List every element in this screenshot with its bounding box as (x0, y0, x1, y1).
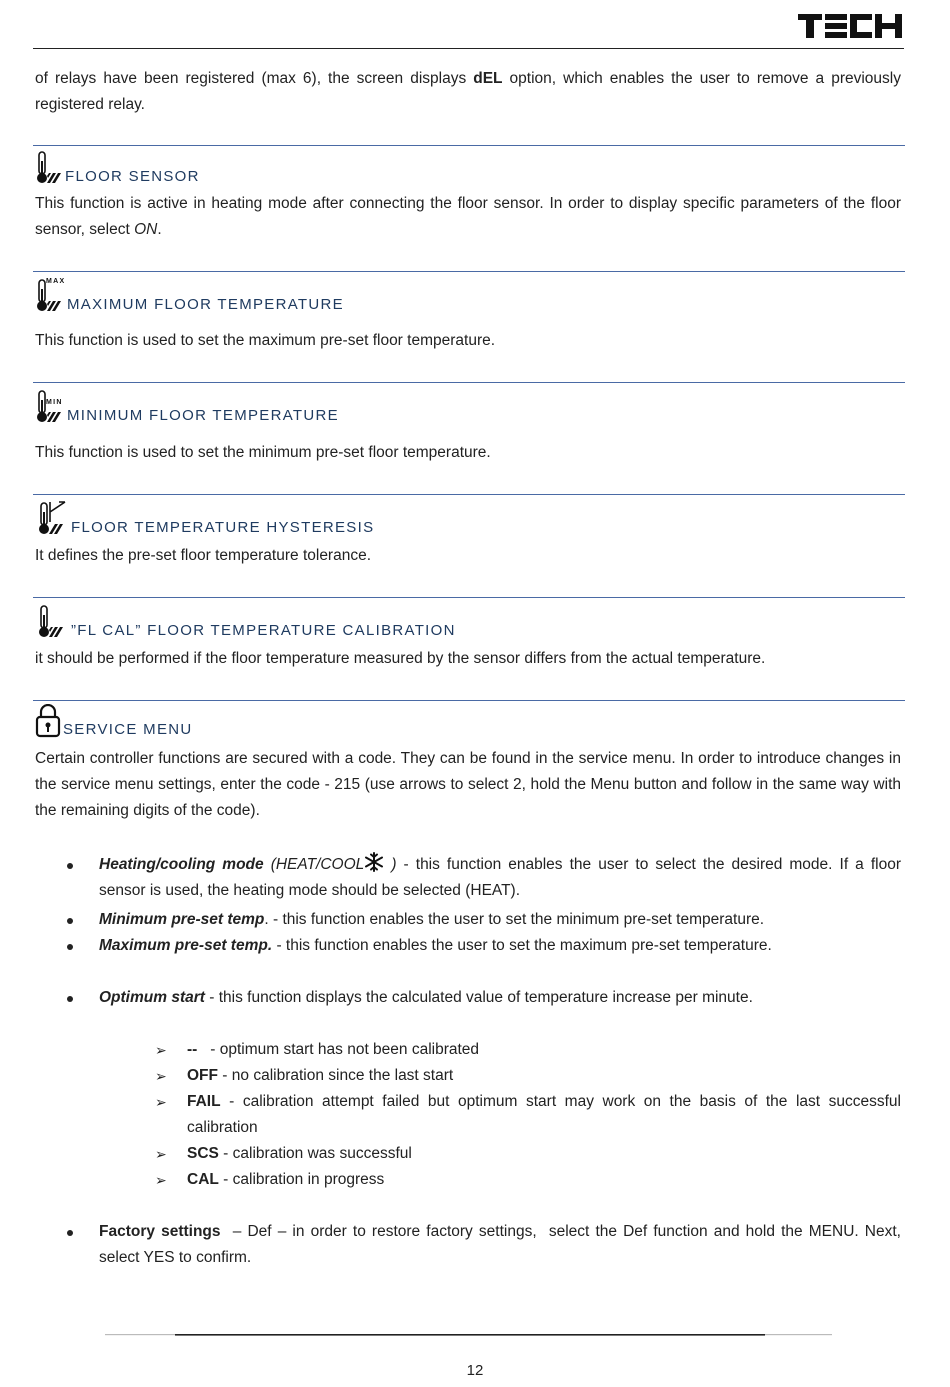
footer-rule (105, 1334, 832, 1336)
arrow-bullet-icon: ➢ (155, 1172, 167, 1188)
snowflake-icon (364, 852, 384, 872)
list-item-heating-cooling: Heating/cooling mode (HEAT/COOL ) - this function enables the user to select the desired mode. If a floor sensor is used, the heating mode should be selected (HEAT). (99, 852, 901, 904)
thermometer-calibration-icon (35, 603, 69, 639)
max-floor-temp-text: This function is used to set the maximum pre-set floor temperature. (35, 332, 496, 349)
section-rule (33, 597, 905, 598)
optimum-state-item: ➢ FAIL - calibration attempt failed but optimum start may work on the basis of the last successful calibration (187, 1089, 901, 1141)
service-menu-heading: SERVICE MENU (35, 704, 193, 738)
optimum-state-item: ➢ OFF - no calibration since the last start (187, 1063, 901, 1089)
list-item-factory-settings: Factory settings – Def – in order to restore factory settings, select the Def function and hold the MENU. Next, select YES to confirm. (99, 1219, 901, 1271)
list-item-minimum-temp: Minimum pre-set temp. - this function enables the user to set the minimum pre-set temperature. (99, 907, 901, 933)
svg-text:MAX: MAX (46, 278, 65, 285)
min-floor-temp-text: This function is used to set the minimum pre-set floor temperature. (35, 444, 491, 461)
thermometer-floor-icon (35, 151, 63, 185)
floor-sensor-text: This function is active in heating mode after connecting the floor sensor. In order to display specific parameters of the floor sensor, select ON. (35, 195, 901, 238)
floor-calibration-heading: ”FL CAL” FLOOR TEMPERATURE CALIBRATION (35, 603, 456, 639)
arrow-bullet-icon: ➢ (155, 1042, 167, 1058)
section-rule (33, 382, 905, 383)
arrow-bullet-icon: ➢ (155, 1146, 167, 1162)
section-rule (33, 494, 905, 495)
tech-logo (798, 14, 902, 38)
section-rule (33, 145, 905, 146)
optimum-state-item: ➢ CAL - calibration in progress (187, 1167, 901, 1193)
optimum-state-item: ➢ -- - optimum start has not been calibrated (187, 1037, 901, 1063)
max-floor-temp-heading: MAX MAXIMUM FLOOR TEMPERATURE (35, 277, 344, 313)
page-number: 12 (466, 1362, 484, 1379)
thermometer-min-icon (35, 388, 65, 424)
svg-text:MIN: MIN (46, 399, 63, 406)
arrow-bullet-icon: ➢ (155, 1094, 167, 1110)
floor-hysteresis-text: It defines the pre-set floor temperature tolerance. (35, 547, 372, 564)
list-item-maximum-temp: Maximum pre-set temp. - this function enables the user to set the maximum pre-set temperature. (99, 933, 901, 959)
optimum-state-item: ➢ SCS - calibration was successful (187, 1141, 901, 1167)
floor-calibration-text: it should be performed if the floor temperature measured by the sensor differs from the actual temperature. (35, 650, 766, 667)
service-menu-text: Certain controller functions are secured with a code. They can be found in the service menu. In order to introduce changes in the service menu settings, enter the code - 215 (use arrows to select 2, hold the Menu button and follow in the same way with the remaining digits of the code). (35, 750, 901, 819)
list-item-optimum-start: Optimum start - this function displays the calculated value of temperature increase per minute. (99, 985, 901, 1011)
section-rule (33, 271, 905, 272)
floor-sensor-heading: FLOOR SENSOR (35, 151, 200, 185)
intro-paragraph: of relays have been registered (max 6), the screen displays dEL option, which enables the user to remove a previously registered relay. (35, 70, 901, 113)
min-floor-temp-heading: MIN MINIMUM FLOOR TEMPERATURE (35, 388, 339, 424)
padlock-icon (35, 704, 61, 738)
thermometer-max-icon (35, 277, 65, 313)
section-rule (33, 700, 905, 701)
thermometer-hysteresis-icon (35, 500, 69, 536)
floor-hysteresis-heading: FLOOR TEMPERATURE HYSTERESIS (35, 500, 374, 536)
header-rule (33, 48, 904, 49)
arrow-bullet-icon: ➢ (155, 1068, 167, 1084)
